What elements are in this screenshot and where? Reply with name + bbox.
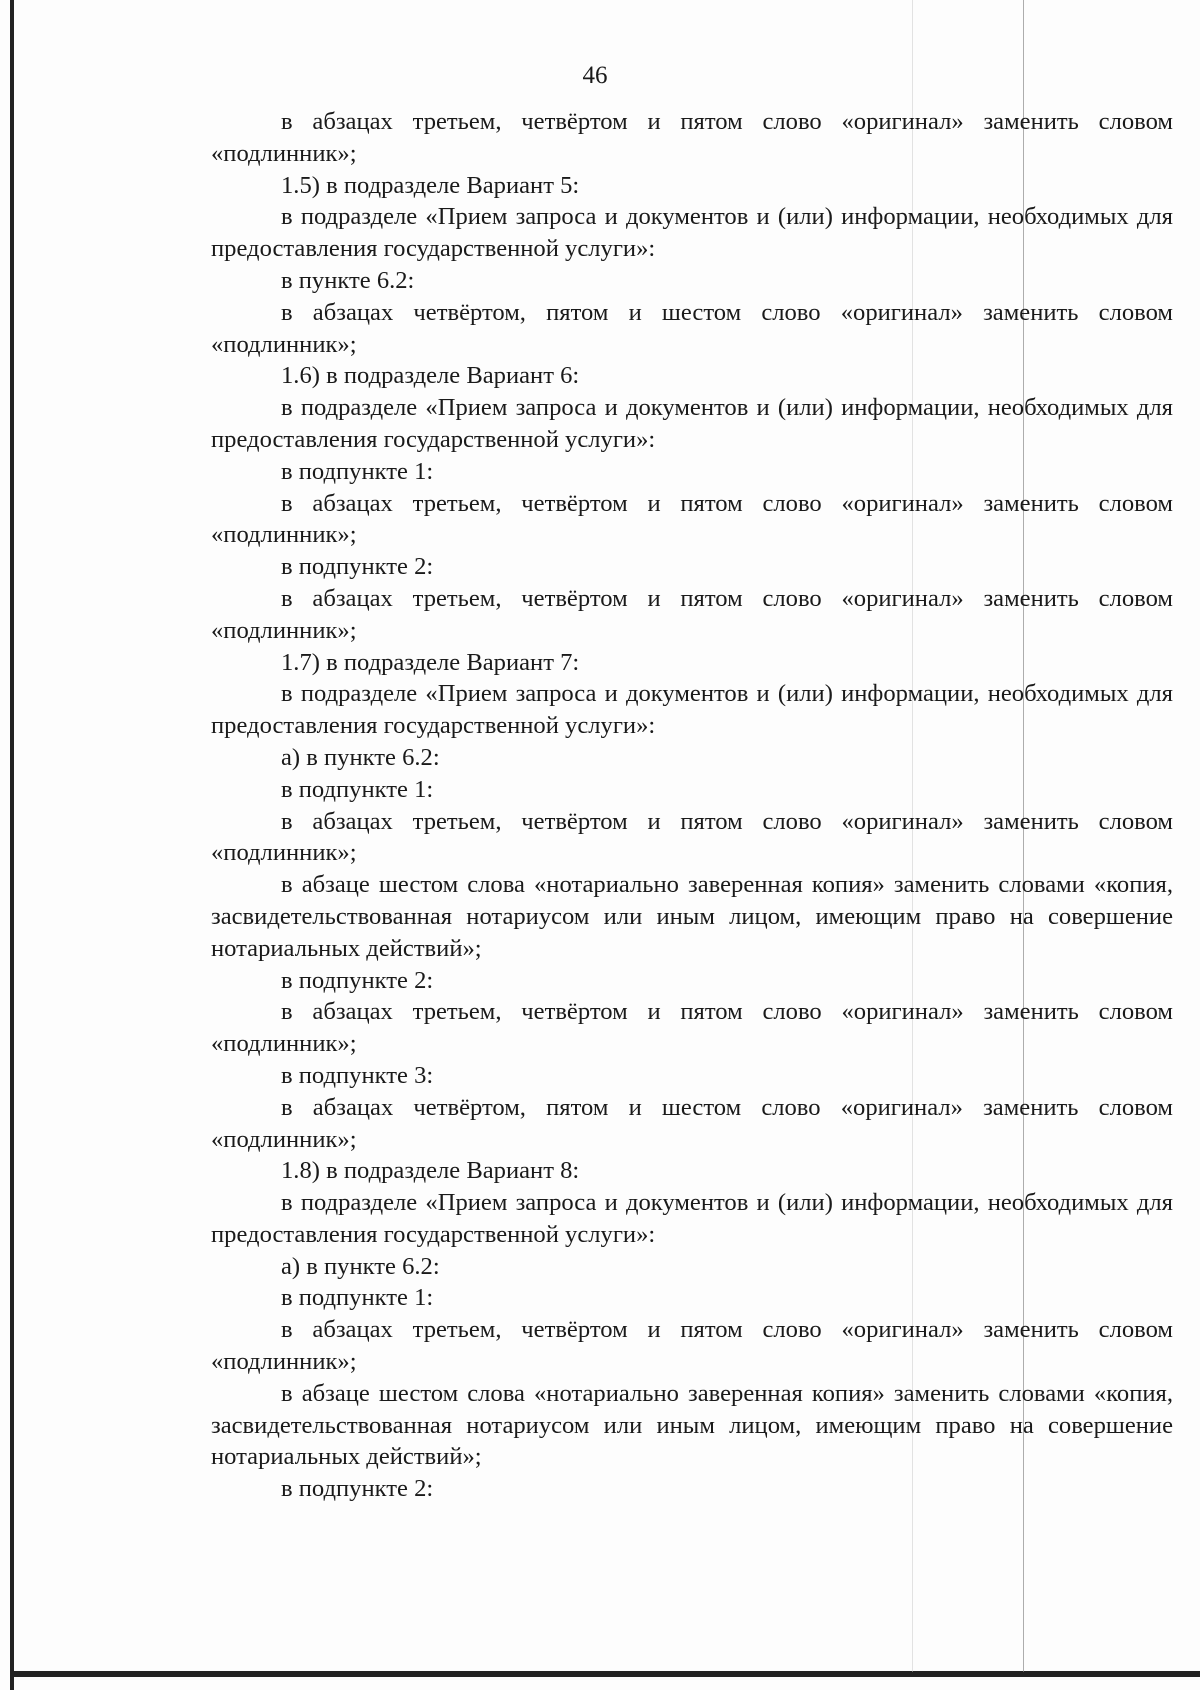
paragraph: в подразделе «Прием запроса и документов и (или) информации, необходимых для предоставления государственной услуги»: (211, 394, 1173, 453)
page-number: 46 (582, 62, 608, 89)
paragraph: в абзацах третьем, четвёртом и пятом слово «оригинал» заменить словом «подлинник»; (211, 584, 1173, 644)
subsection-heading: 1.7) в подразделе Вариант 7: (281, 648, 580, 676)
paragraph: в пункте 6.2: (281, 266, 415, 294)
paragraph: в подпункте 2: (281, 553, 434, 581)
paragraph: в подпункте 2: (281, 1475, 434, 1503)
paragraph: а) в пункте 6.2: (281, 1252, 440, 1280)
subsection-heading: 1.6) в подразделе Вариант 6: (281, 362, 580, 390)
paragraph: в подразделе «Прием запроса и документов и (или) информации, необходимых для предоставления государственной услуги»: (211, 680, 1173, 740)
paragraph: в абзаце шестом слова «нотариально заверенная копия» заменить словами «копия, засвидетельствованная нотариусом или иным лицом, имеющим право на совершение нотариальных действий»; (211, 1379, 1173, 1471)
paragraph: в абзацах четвёртом, пятом и шестом слово «оригинал» заменить словом «подлинник»; (211, 298, 1173, 358)
paragraph: в абзацах третьем, четвёртом и пятом слово «оригинал» заменить словом «подлинник»; (211, 108, 1173, 167)
paragraph: в подпункте 3: (281, 1061, 434, 1089)
paragraph: в абзацах третьем, четвёртом и пятом слово «оригинал» заменить словом «подлинник»; (211, 998, 1173, 1058)
paragraph: в подпункте 1: (281, 457, 434, 485)
paragraph: в подпункте 2: (281, 966, 434, 994)
paragraph: в подразделе «Прием запроса и документов и (или) информации, необходимых для предоставления государственной услуги»: (211, 1189, 1173, 1248)
subsection-heading: 1.8) в подразделе Вариант 8: (281, 1157, 580, 1185)
document-body (211, 106, 1173, 1505)
scan-border-left (10, 0, 14, 1690)
paragraph: в абзацах третьем, четвёртом и пятом слово «оригинал» заменить словом «подлинник»; (211, 1316, 1173, 1376)
paragraph: в подразделе «Прием запроса и документов и (или) информации, необходимых для предоставления государственной услуги»: (211, 203, 1173, 263)
paragraph: а) в пункте 6.2: (281, 743, 440, 771)
scan-border-bottom (10, 1671, 1200, 1677)
paragraph: в подпункте 1: (281, 775, 434, 803)
paragraph: в подпункте 1: (281, 1284, 434, 1312)
paragraph: в абзацах четвёртом, пятом и шестом слово «оригинал» заменить словом «подлинник»; (211, 1093, 1173, 1153)
paragraph: в абзаце шестом слова «нотариально заверенная копия» заменить словами «копия, засвидетельствованная нотариусом или иным лицом, имеющим право на совершение нотариальных действий»; (211, 871, 1173, 962)
paragraph: в абзацах третьем, четвёртом и пятом слово «оригинал» заменить словом «подлинник»; (211, 807, 1173, 867)
subsection-heading: 1.5) в подразделе Вариант 5: (281, 171, 580, 199)
paragraph: в абзацах третьем, четвёртом и пятом слово «оригинал» заменить словом «подлинник»; (211, 489, 1173, 549)
